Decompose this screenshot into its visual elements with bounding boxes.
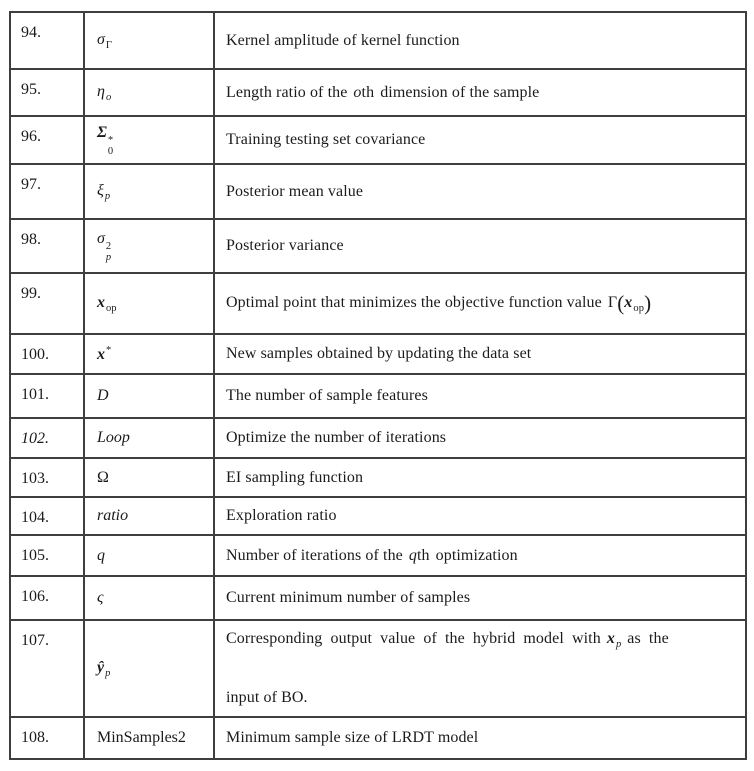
description: The number of sample features (214, 374, 746, 418)
symbol: Loop (84, 418, 214, 458)
inline-math: $x_p$ (606, 630, 622, 650)
row-number: 95. (10, 69, 84, 116)
table-row (10, 620, 746, 717)
description: Number of iterations of the qth optimization (214, 535, 746, 576)
description: Exploration ratio (214, 497, 746, 535)
description-line-2: input of BO. (226, 689, 308, 706)
row-number: 94. (10, 12, 84, 69)
symbol: Σ * 0 (84, 116, 214, 164)
row-number: 108. (10, 717, 84, 759)
row-number: 105. (10, 535, 84, 576)
table-row (10, 164, 746, 219)
table-row (10, 273, 746, 334)
table-row (10, 576, 746, 620)
notation-table (9, 11, 747, 760)
symbol: ratio (84, 497, 214, 535)
symbol: $\sigma_\Gamma$ (84, 12, 214, 69)
description: Minimum sample size of LRDT model (214, 717, 746, 759)
description: Posterior mean value (214, 164, 746, 219)
row-number: 101. (10, 374, 84, 418)
description: Optimize the number of iterations (214, 418, 746, 458)
symbol: ς (84, 576, 214, 620)
description: Kernel amplitude of kernel function (214, 12, 746, 69)
symbol: q (84, 535, 214, 576)
table-row (10, 219, 746, 273)
symbol: $x_{op}$ (84, 273, 214, 334)
table-row (10, 116, 746, 164)
table-row (10, 418, 746, 458)
row-number: 96. (10, 116, 84, 164)
symbol: $\eta_o$ (84, 69, 214, 116)
table-row (10, 12, 746, 69)
table-row (10, 69, 746, 116)
description: Current minimum number of samples (214, 576, 746, 620)
description: EI sampling function (214, 458, 746, 497)
table-row (10, 374, 746, 418)
table-row (10, 497, 746, 535)
row-number: 97. (10, 164, 84, 219)
table-row (10, 334, 746, 374)
row-number: 107. (10, 620, 84, 717)
row-number: 100. (10, 334, 84, 374)
description: Length ratio of the oth dimension of the sample (214, 69, 746, 116)
symbol: σ 2 p (84, 219, 214, 273)
symbol: $\xi_p$ (84, 164, 214, 219)
row-number: 106. (10, 576, 84, 620)
description: Training testing set covariance (214, 116, 746, 164)
row-number: 98. (10, 219, 84, 273)
description: Optimal point that minimizes the objective function value $\Gamma(x_{op})$ (214, 273, 746, 334)
symbol: D (84, 374, 214, 418)
inline-math: $\Gamma(x_{op})$ (607, 291, 652, 315)
description: Posterior variance (214, 219, 746, 273)
description-line-1: Corresponding output value of the hybrid model with $x_p$ as the (226, 630, 669, 650)
description (214, 620, 746, 717)
table-row (10, 535, 746, 576)
description: New samples obtained by updating the data set (214, 334, 746, 374)
symbol: Ω (84, 458, 214, 497)
table-row (10, 458, 746, 497)
table-row (10, 717, 746, 759)
symbol: MinSamples2 (84, 717, 214, 759)
symbol: x* (84, 334, 214, 374)
row-number: 103. (10, 458, 84, 497)
row-number: 99. (10, 273, 84, 334)
row-number: 104. (10, 497, 84, 535)
row-number: 102. (10, 418, 84, 458)
symbol: $ŷ_p$ (84, 620, 214, 717)
